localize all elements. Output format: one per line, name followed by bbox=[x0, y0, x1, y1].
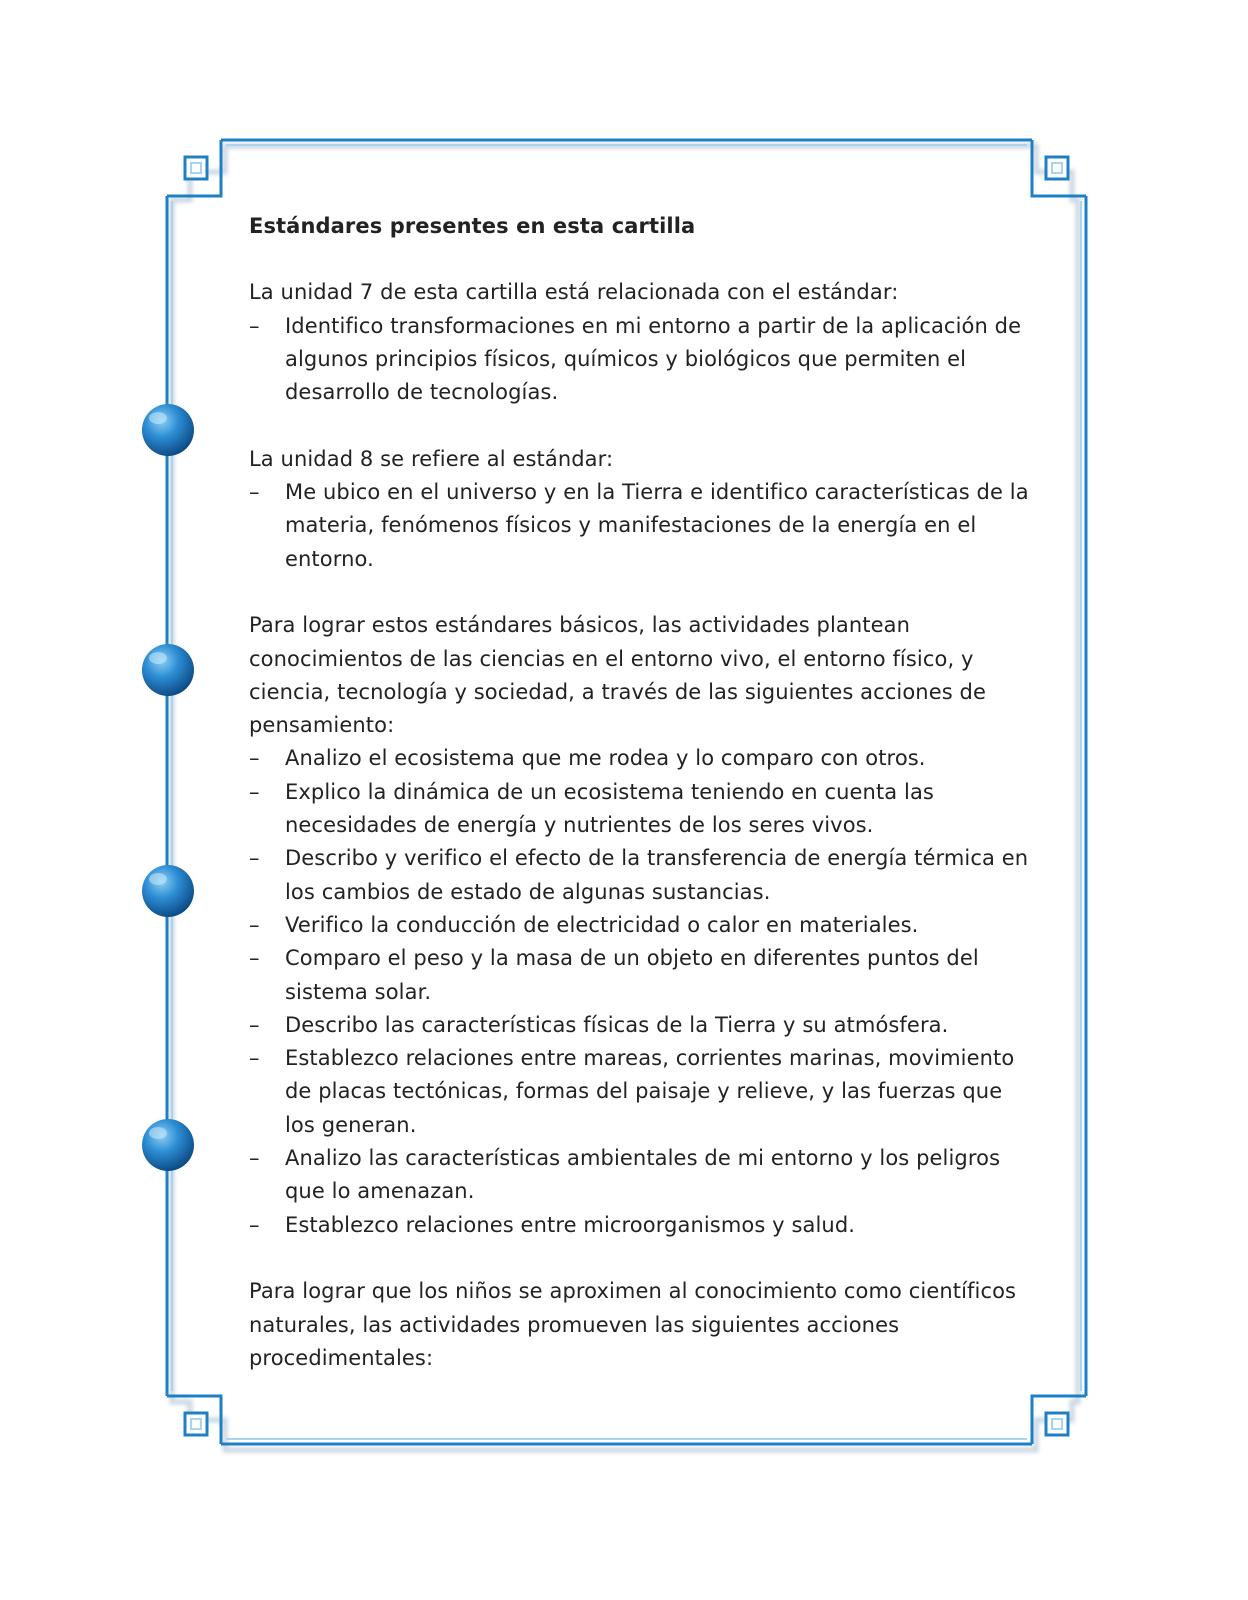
list-item bbox=[249, 909, 1029, 942]
list-item-text: Establezco relaciones entre microorganismos y salud. bbox=[285, 1212, 856, 1237]
corner-knot-top-left bbox=[185, 157, 207, 179]
list-item bbox=[249, 1042, 1029, 1142]
document-body bbox=[249, 210, 1029, 1375]
list-item-text: Identifico transformaciones en mi entorno a partir de la aplicación de algunos principios físicos, químicos y biológicos que permiten el desarrollo de tecnologías. bbox=[285, 313, 1022, 405]
list-item bbox=[249, 742, 1029, 775]
list-item-text: Explico la dinámica de un ecosistema teniendo en cuenta las necesidades de energía y nutrientes de los seres vivos. bbox=[285, 779, 934, 838]
binder-bead-3 bbox=[142, 865, 194, 917]
binder-bead-4 bbox=[142, 1119, 194, 1171]
dash-marker: – bbox=[249, 746, 260, 771]
corner-knot-top-right bbox=[1046, 157, 1068, 179]
list-item-text: Comparo el peso y la masa de un objeto en diferentes puntos del sistema solar. bbox=[285, 946, 979, 1004]
list-item bbox=[249, 776, 1029, 843]
dash-marker: – bbox=[249, 779, 260, 804]
dash-marker: – bbox=[249, 1146, 260, 1171]
corner-knot-bottom-left bbox=[185, 1413, 207, 1435]
list-item-text: Me ubico en el universo y en la Tierra e identifico características de la materia, fenómenos físicos y manifestaciones de la energía en el entorno. bbox=[285, 480, 1029, 571]
actions-intro: Para lograr estos estándares básicos, las actividades plantean conocimientos de las ciencias en el entorno vivo, el entorno físico, y ciencia, tecnología y sociedad, a través de las siguientes acciones de pensamiento: bbox=[249, 613, 987, 738]
dash-marker: – bbox=[249, 846, 260, 871]
actions-list bbox=[249, 742, 1029, 1241]
list-item-text: Establezco relaciones entre mareas, corrientes marinas, movimiento de placas tectónicas, formas del paisaje y relieve, y las fuerzas que los generan. bbox=[285, 1046, 1015, 1137]
list-item bbox=[249, 1009, 1029, 1042]
list-item bbox=[249, 1142, 1029, 1209]
dash-marker: – bbox=[249, 946, 260, 971]
dash-marker: – bbox=[249, 1046, 260, 1071]
unit8-intro: La unidad 8 se refiere al estándar: bbox=[249, 446, 614, 471]
unit7-list bbox=[249, 310, 1029, 410]
list-item bbox=[249, 310, 1029, 410]
dash-marker: – bbox=[249, 1212, 260, 1237]
list-item-text: Analizo las características ambientales de mi entorno y los peligros que lo amenazan. bbox=[285, 1146, 1001, 1204]
list-item-text: Describo y verifico el efecto de la transferencia de energía térmica en los cambios de estado de algunas sustancias. bbox=[285, 846, 1029, 904]
list-item bbox=[249, 842, 1029, 909]
list-item-text: Verifico la conducción de electricidad o calor en materiales. bbox=[285, 912, 919, 937]
dash-marker: – bbox=[249, 313, 260, 338]
list-item bbox=[249, 942, 1029, 1009]
list-item bbox=[249, 476, 1029, 576]
procedural-intro: Para lograr que los niños se aproximen al conocimiento como científicos naturales, las actividades promueven las siguientes acciones procedimentales: bbox=[249, 1279, 1017, 1370]
list-item-text: Describo las características físicas de la Tierra y su atmósfera. bbox=[285, 1012, 949, 1037]
list-item-text: Analizo el ecosistema que me rodea y lo comparo con otros. bbox=[285, 746, 926, 771]
binder-bead-1 bbox=[142, 404, 194, 456]
unit8-list bbox=[249, 476, 1029, 576]
corner-knot-bottom-right bbox=[1046, 1413, 1068, 1435]
dash-marker: – bbox=[249, 1012, 260, 1037]
unit7-intro: La unidad 7 de esta cartilla está relacionada con el estándar: bbox=[249, 280, 899, 305]
section-title: Estándares presentes en esta cartilla bbox=[249, 214, 696, 238]
binder-bead-2 bbox=[142, 644, 194, 696]
dash-marker: – bbox=[249, 480, 260, 505]
list-item bbox=[249, 1209, 1029, 1242]
dash-marker: – bbox=[249, 912, 260, 937]
